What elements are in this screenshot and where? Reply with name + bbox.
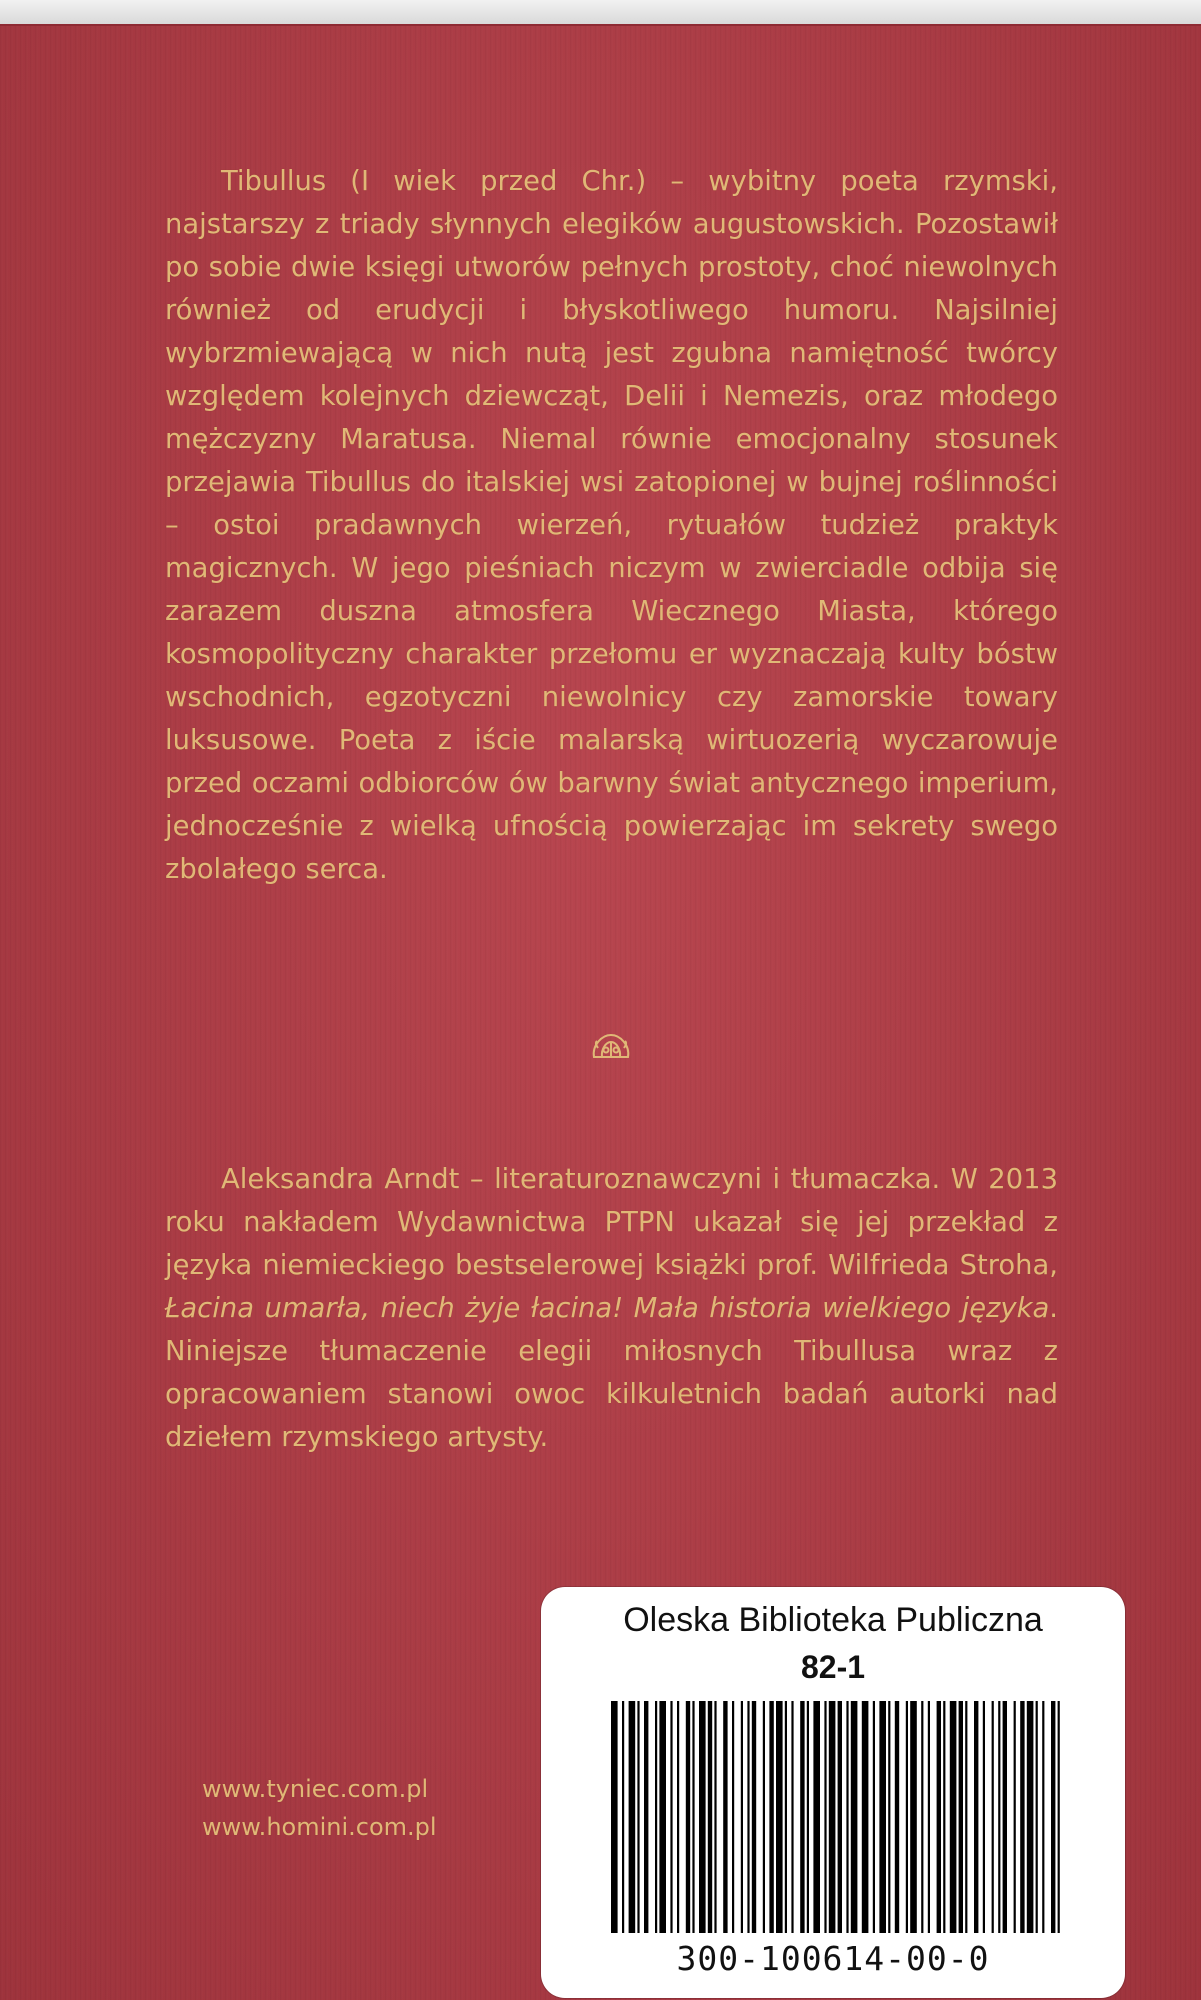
- barcode-bar: [1036, 1701, 1038, 1933]
- barcode-bar: [747, 1701, 749, 1933]
- barcode-bar: [622, 1701, 624, 1933]
- barcode-bar: [637, 1701, 639, 1933]
- translator-bio-end: . Niniejsze tłumaczenie elegii miłosnych Tibullusa wraz z opracowaniem stanowi owoc kilkuletnich badań autorki nad dziełem rzymskiego artysty.: [165, 1293, 1058, 1453]
- barcode-bar: [862, 1701, 869, 1933]
- barcode-bar: [611, 1701, 618, 1933]
- library-barcode-label: [541, 1587, 1125, 1998]
- library-name: Oleska Biblioteka Publiczna: [623, 1601, 1043, 1639]
- barcode-number: 300-100614-00-0: [676, 1939, 990, 1978]
- barcode-bar: [800, 1701, 804, 1933]
- barcode-bar: [714, 1701, 716, 1933]
- barcode-bar: [752, 1701, 756, 1933]
- barcode-bar: [1014, 1701, 1016, 1933]
- barcode-bar: [879, 1701, 886, 1933]
- translator-bio-book-title: Łacina umarła, niech żyje łacina! Mała historia wielkiego języka: [165, 1293, 1050, 1324]
- barcode-bar: [741, 1701, 743, 1933]
- barcode-bar: [629, 1701, 636, 1933]
- shell-ornament-icon: [588, 1031, 634, 1061]
- barcode-bar: [950, 1701, 957, 1933]
- barcode-bar: [998, 1701, 1000, 1933]
- translator-bio: [165, 1158, 1058, 1459]
- barcode: [611, 1701, 1063, 1933]
- barcode-bar: [692, 1701, 694, 1933]
- barcode-bar: [732, 1701, 734, 1933]
- barcode-bar: [723, 1701, 727, 1933]
- barcode-bar: [785, 1701, 787, 1933]
- barcode-bar: [769, 1701, 773, 1933]
- barcode-bar: [965, 1701, 967, 1933]
- barcode-bar: [895, 1701, 899, 1933]
- website-homini[interactable]: www.homini.com.pl: [202, 1813, 437, 1841]
- barcode-bar: [928, 1701, 930, 1933]
- barcode-bar: [1020, 1701, 1024, 1933]
- barcode-bar: [846, 1701, 848, 1933]
- call-number: 82-1: [800, 1649, 866, 1685]
- barcode-bar: [807, 1701, 809, 1933]
- barcode-bar: [888, 1701, 890, 1933]
- barcode-bar: [686, 1701, 690, 1933]
- barcode-bar: [906, 1701, 908, 1933]
- barcode-bar: [838, 1701, 842, 1933]
- barcode-bar: [655, 1701, 657, 1933]
- barcode-bar: [959, 1701, 963, 1933]
- cover-top-edge: [0, 0, 1201, 26]
- translator-bio-text: [165, 1158, 1058, 1459]
- barcode-bar: [910, 1701, 917, 1933]
- barcode-bar: [708, 1701, 712, 1933]
- barcode-bar: [763, 1701, 765, 1933]
- barcode-bar: [1051, 1701, 1055, 1933]
- barcode-bar: [677, 1701, 679, 1933]
- barcode-bar: [974, 1701, 978, 1933]
- barcode-bar: [992, 1701, 994, 1933]
- publisher-websites: [202, 1770, 437, 1846]
- barcode-bar: [776, 1701, 783, 1933]
- barcode-bar: [1027, 1701, 1034, 1933]
- barcode-bar: [937, 1701, 941, 1933]
- barcode-bar: [983, 1701, 985, 1933]
- barcode-bar: [644, 1701, 648, 1933]
- barcode-bar: [699, 1701, 706, 1933]
- barcode-bar: [829, 1701, 836, 1933]
- barcode-bar: [813, 1701, 820, 1933]
- barcode-bar: [1042, 1701, 1044, 1933]
- barcode-bar: [851, 1701, 858, 1933]
- barcode-bar: [824, 1701, 826, 1933]
- book-description: [165, 160, 1058, 891]
- barcode-bar: [659, 1701, 666, 1933]
- barcode-bar: [943, 1701, 945, 1933]
- barcode-bar: [791, 1701, 793, 1933]
- barcode-bar: [670, 1701, 672, 1933]
- barcode-bar: [873, 1701, 875, 1933]
- website-tyniec[interactable]: www.tyniec.com.pl: [202, 1775, 429, 1803]
- barcode-bar: [1003, 1701, 1007, 1933]
- translator-bio-start: Aleksandra Arndt – literaturoznawczyni i tłumaczka. W 2013 roku nakładem Wydawnictwa PTPN ukazał się jej przekład z języka niemieckiego bestselerowej książki prof. Wilfrieda Stroha,: [165, 1164, 1058, 1281]
- book-description-text: Tibullus (I wiek przed Chr.) – wybitny poeta rzymski, najstarszy z triady słynnych elegików augustowskich. Pozostawił po sobie dwie księgi utworów pełnych prostoty, choć niewolnych również od erudycji i błyskotliwego humoru. Najsilniej wybrzmiewającą w nich nutą jest zgubna namiętność twórcy względem kolejnych dziewcząt, Delii i Nemezis, oraz młodego mężczyzny Maratusa. Niemal równie emocjonalny stosunek przejawia Tibullus do italskiej wsi zatopionej w bujnej roślinności – ostoi pradawnych wierzeń, rytuałów tudzież praktyk magicznych. W jego pieśniach niczym w zwierciadle odbija się zarazem duszna atmosfera Wiecznego Miasta, którego kosmopolityczny charakter przełomu er wyznaczają kulty bóstw wschodnich, egzotyczni niewolnicy czy zamorskie towary luksusowe. Poeta z iście malarską wirtuozerią wyczarowuje przed oczami odbiorców ów barwny świat antycznego imperium, jednocześnie z wielką ufnością powierzając im sekrety swego zbolałego serca.: [165, 166, 1058, 885]
- barcode-bar: [921, 1701, 923, 1933]
- barcode-bar: [1058, 1701, 1060, 1933]
